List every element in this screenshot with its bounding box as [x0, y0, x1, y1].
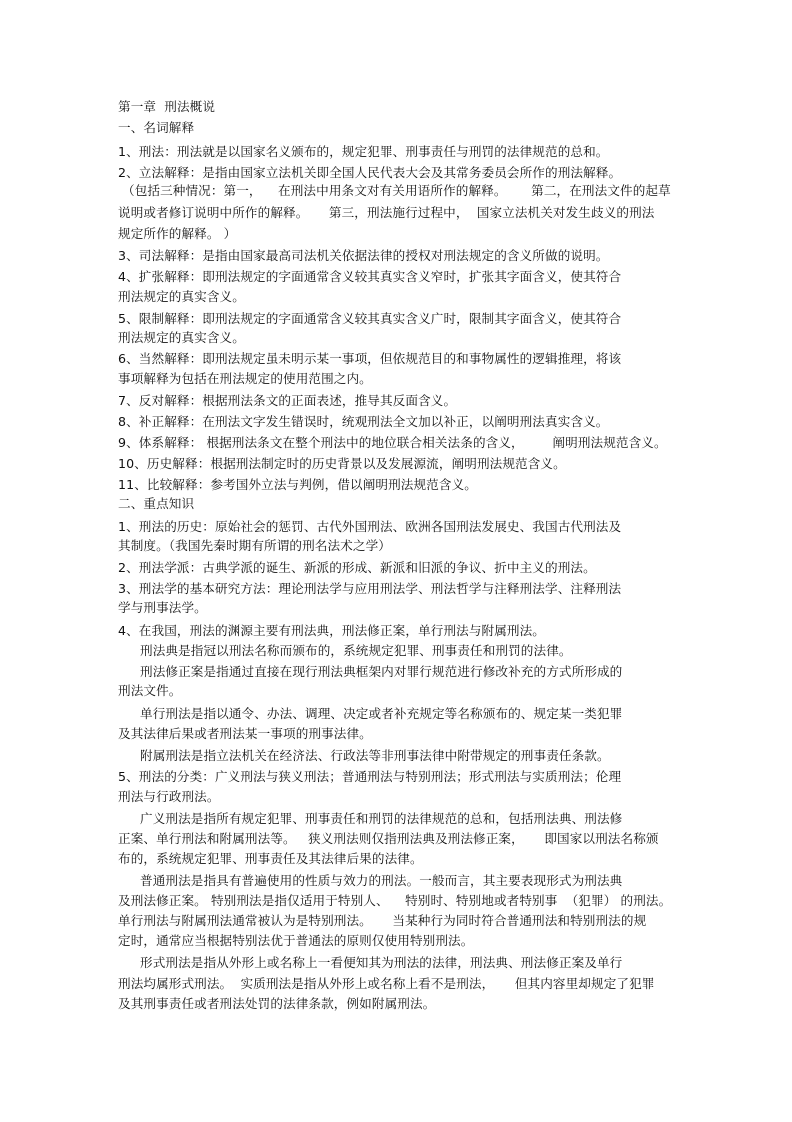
text-line: 布的，系统规定犯罪、刑事责任及其法律后果的法律。	[118, 851, 423, 866]
text-line: 广义刑法是指所有规定犯罪、刑事责任和刑罚的法律规范的总和，包括刑法典、刑法修	[140, 811, 623, 826]
text-line: 普通刑法是指具有普遍使用的性质与效力的刑法。一般而言，其主要表现形式为刑法典	[140, 873, 623, 888]
text-line: 及其法律后果或者刑法某一事项的刑事法律。	[118, 726, 372, 741]
text-line: 其制度。（我国先秦时期有所谓的刑名法术之学）	[118, 538, 391, 553]
text-line: 附属刑法是指立法机关在经济法、行政法等非刑事法律中附带规定的刑事责任条款。	[140, 748, 610, 763]
text-line: 3、刑法学的基本研究方法：理论刑法学与应用刑法学、刑法哲学与注释刑法学、注释刑法	[118, 581, 622, 596]
text-line: 3、司法解释：是指由国家最高司法机关依据法律的授权对刑法规定的含义所做的说明。	[118, 248, 609, 263]
text-line: 4、在我国，刑法的渊源主要有刑法典，刑法修正案，单行刑法与附属刑法。	[118, 623, 546, 638]
text-line: 2、刑法学派：古典学派的诞生、新派的形成、新派和旧派的争议、折中主义的刑法。	[118, 560, 596, 575]
chapter-title: 第一章 刑法概说	[118, 99, 216, 114]
text-line: 刑法规定的真实含义。	[118, 330, 245, 345]
text-line: 及其刑事责任或者刑法处罚的法律条款，例如附属刑法。	[118, 996, 436, 1011]
section-heading: 一、名词解释	[118, 120, 195, 135]
text-line: 单行刑法与附属刑法通常被认为是特别刑法。 当某种行为同时符合普通刑法和特别刑法的规	[118, 913, 647, 928]
text-line: 刑法均属形式刑法。 实质刑法是指从外形上或名称上看不是刑法， 但其内容里却规定了犯罪	[118, 976, 655, 991]
text-line: 11、比较解释：参考国外立法与判例，借以阐明刑法规范含义。	[118, 477, 477, 492]
text-line: 5、刑法的分类：广义刑法与狭义刑法；普通刑法与特别刑法；形式刑法与实质刑法；伦理	[118, 769, 622, 784]
text-line: 学与刑事法学。	[118, 600, 207, 615]
text-line: 刑法典是指冠以刑法名称而颁布的，系统规定犯罪、刑事责任和刑罚的法律。	[140, 643, 572, 658]
text-line: 10、历史解释：根据刑法制定时的历史背景以及发展源流，阐明刑法规范含义。	[118, 456, 566, 471]
text-line: 刑法与行政刑法。	[118, 789, 220, 804]
text-line: 1、刑法的历史：原始社会的惩罚、古代外国刑法、欧洲各国刑法发展史、我国古代刑法及	[118, 519, 622, 534]
text-line: （包括三种情况：第一， 在刑法中用条文对有关用语所作的解释。 第二，在刑法文件的起草	[122, 183, 671, 198]
text-line: 刑法修正案是指通过直接在现行刑法典框架内对罪行规范进行修改补充的方式所形成的	[140, 664, 623, 679]
text-line: 说明或者修订说明中所作的解释。 第三，刑法施行过程中， 国家立法机关对发生歧义的刑法	[118, 205, 655, 220]
text-line: 单行刑法是指以通令、办法、调理、决定或者补充规定等名称颁布的、规定某一类犯罪	[140, 706, 623, 721]
text-line: 事项解释为包括在刑法规定的使用范围之内。	[118, 371, 372, 386]
text-line: 形式刑法是指从外形上或名称上一看便知其为刑法的法律，刑法典、刑法修正案及单行	[140, 955, 623, 970]
text-line: 6、当然解释：即刑法规定虽未明示某一事项，但依规范目的和事物属性的逻辑推理，将该	[118, 351, 622, 366]
text-line: 规定所作的解释。 ）	[118, 226, 237, 241]
text-line: 7、反对解释：根据刑法条文的正面表述，推导其反面含义。	[118, 393, 457, 408]
text-line: 正案、单行刑法和附属刑法等。 狭义刑法则仅指刑法典及刑法修正案， 即国家以刑法名称颁	[118, 831, 659, 846]
text-line: 4、扩张解释：即刑法规定的字面通常含义较其真实含义窄时，扩张其字面含义，使其符合	[118, 269, 622, 284]
section-heading: 二、重点知识	[118, 496, 195, 511]
text-line: 刑法文件。	[118, 683, 182, 698]
text-line: 9、体系解释： 根据刑法条文在整个刑法中的地位联合相关法条的含义， 阐明刑法规范含义。	[118, 435, 667, 450]
text-line: 刑法规定的真实含义。	[118, 289, 245, 304]
text-line: 8、补正解释：在刑法文字发生错误时，统观刑法全文加以补正，以阐明刑法真实含义。	[118, 414, 609, 429]
text-line: 及刑法修正案。 特别刑法是指仅适用于特别人、 特别时、特别地或者特别事 （犯罪） 的刑法。	[118, 893, 672, 908]
text-line: 定时，通常应当根据特别法优于普通法的原则仅使用特别刑法。	[118, 933, 474, 948]
text-line: 2、立法解释：是指由国家立法机关即全国人民代表大会及其常务委员会所作的刑法解释。	[118, 165, 622, 180]
text-line: 1、刑法：刑法就是以国家名义颁布的，规定犯罪、刑事责任与刑罚的法律规范的总和。	[118, 144, 609, 159]
text-line: 5、限制解释：即刑法规定的字面通常含义较其真实含义广时，限制其字面含义，使其符合	[118, 311, 622, 326]
